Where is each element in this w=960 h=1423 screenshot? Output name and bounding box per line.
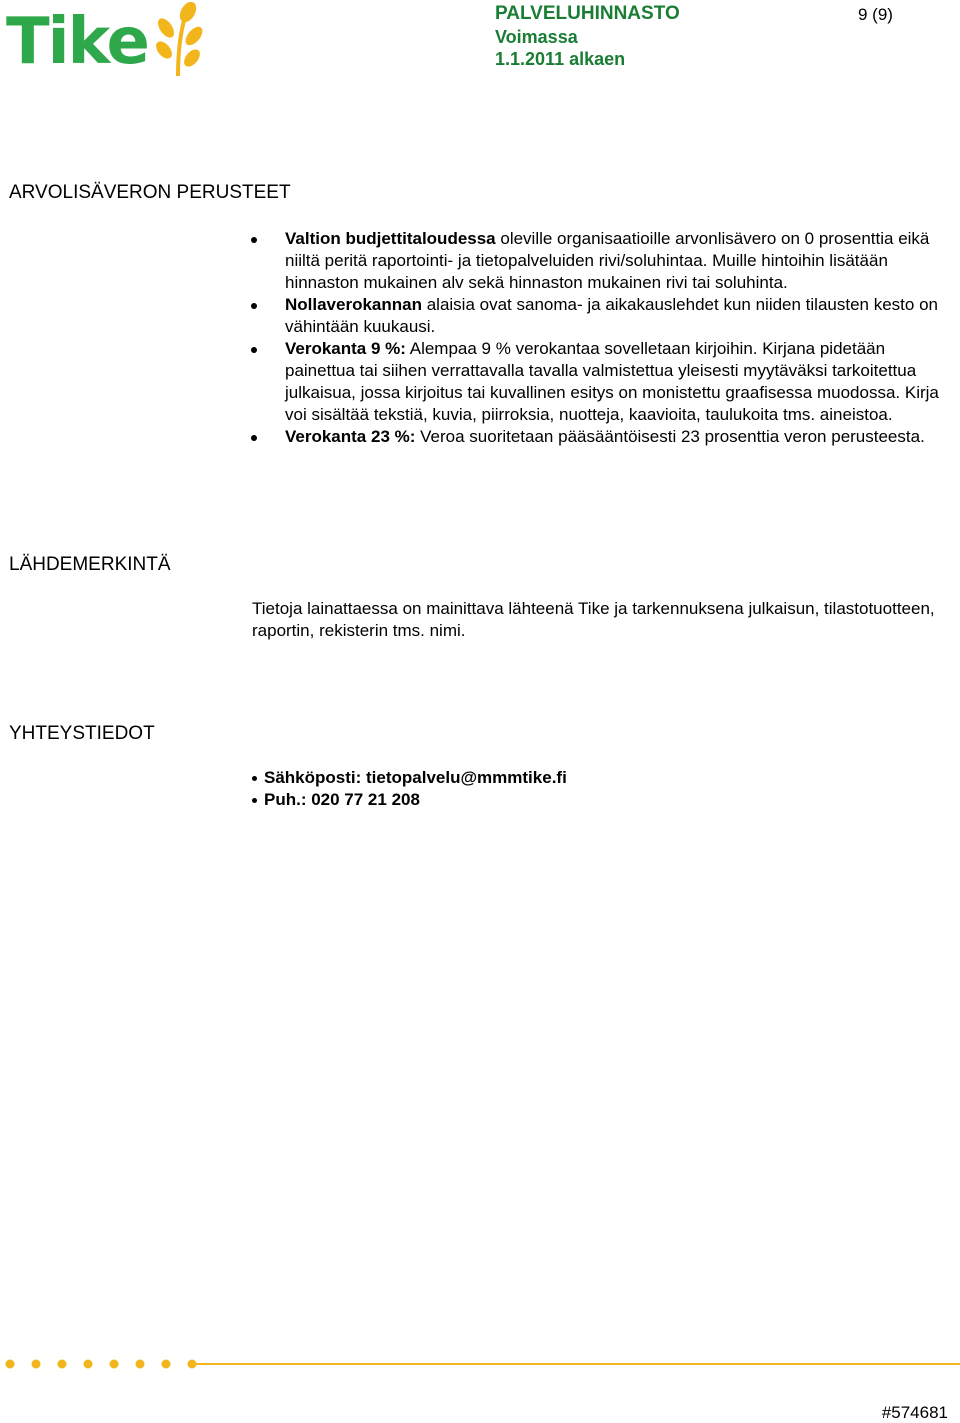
vat-list <box>250 228 940 448</box>
logo-wordmark: Tike <box>6 5 148 79</box>
document-id: #574681 <box>881 1403 948 1422</box>
tike-logo <box>6 2 206 78</box>
contact-phone: Puh.: 020 77 21 208 <box>252 789 567 811</box>
page-number: 9 (9) <box>858 5 893 24</box>
bullet-icon <box>251 237 257 243</box>
header-date: 1.1.2011 alkaen <box>495 49 626 69</box>
bullet-icon <box>252 776 257 781</box>
header-validity: Voimassa <box>495 27 578 47</box>
source-heading: LÄHDEMERKINTÄ <box>9 554 171 575</box>
contact-email: Sähköposti: tietopalvelu@mmmtike.fi <box>252 767 567 789</box>
bullet-icon <box>251 303 257 309</box>
source-paragraph: Tietoja lainattaessa on mainittava lähteenä Tike ja tarkennuksena julkaisun, tilastotuotteen, raportin, rekisterin tms. nimi. <box>252 599 935 640</box>
header-title: PALVELUHINNASTO <box>495 3 680 24</box>
list-item: Verokanta 9 %: Alempaa 9 % verokantaa sovelletaan kirjoihin. Kirjana pidetään painettua tai siihen verrattavalla tavalla valmistettua yleisesti myytäväksi tarkoitettua julkaisua, jossa kirjoitus tai kuvallinen esitys on monistettu graafisessa muodossa. Kirja voi sisältää tekstiä, kuvia, piirroksia, nuotteja, kaavioita, taulukoita tms. aineistoa. <box>250 338 940 426</box>
contact-list <box>252 767 567 811</box>
list-item: Valtion budjettitaloudessa oleville organisaatioille arvonlisävero on 0 prosenttia eikä niiltä peritä raportointi- ja tietopalveluiden rivi/soluhintaa. Muille hintoihin lisätään hinnaston mukainen alv sekä hinnaston mukainen rivi tai soluhinta. <box>250 228 940 294</box>
bullet-icon <box>252 798 257 803</box>
bullet-icon <box>251 435 257 441</box>
contact-heading: YHTEYSTIEDOT <box>9 723 155 744</box>
footer-dots-divider <box>0 1356 960 1372</box>
list-item: Nollaverokannan alaisia ovat sanoma- ja aikakauslehdet kun niiden tilausten kesto on vähintään kuukausi. <box>250 294 940 338</box>
list-item: Verokanta 23 %: Veroa suoritetaan pääsääntöisesti 23 prosenttia veron perusteesta. <box>250 426 940 448</box>
bullet-icon <box>251 347 257 353</box>
vat-heading: ARVOLISÄVERON PERUSTEET <box>9 182 291 203</box>
wheat-sprig-icon <box>152 2 206 78</box>
